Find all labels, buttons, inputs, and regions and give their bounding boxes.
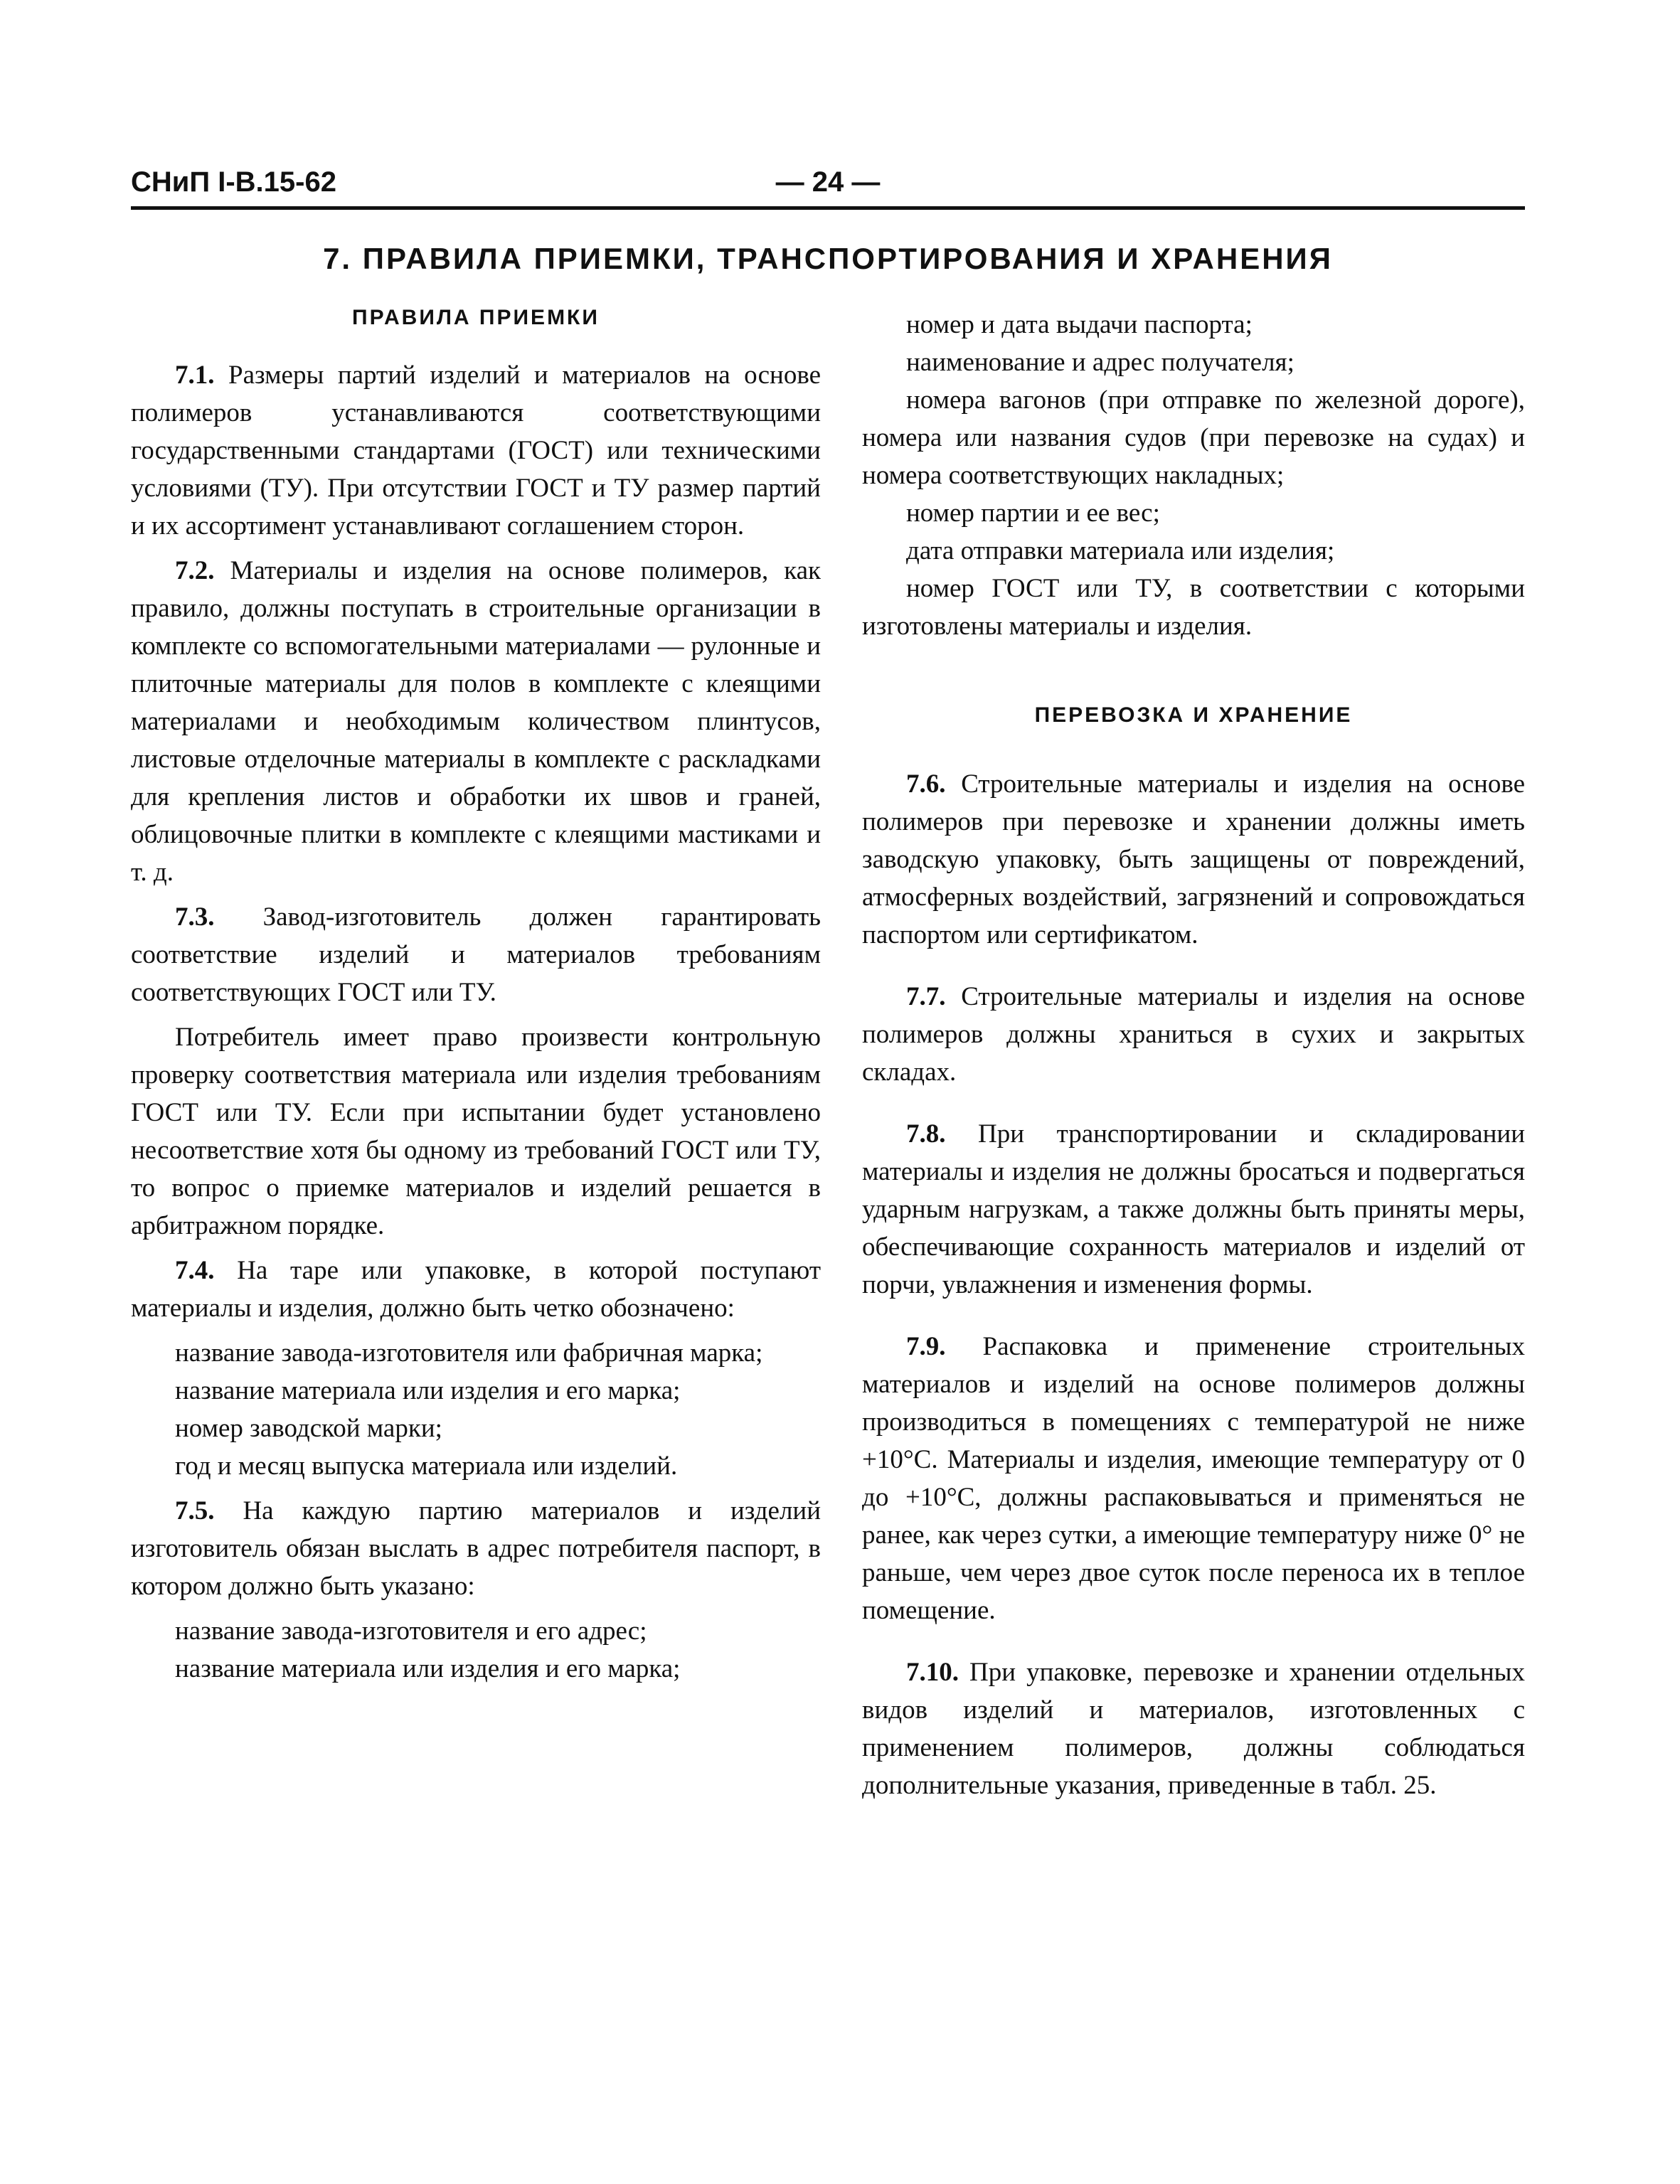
list-item: название материала или изделия и его марка; xyxy=(175,1654,681,1683)
paragraph-number: 7.8. xyxy=(906,1119,946,1149)
paragraph-7-3-continued: Потребитель имеет право произвести контрольную проверку соответствия материала или изделия требованиям ГОСТ или ТУ. Если при испытании будет установлено несоответствие хотя бы одному из требований ГОСТ или ТУ, то вопрос о приемке материалов и изделий решается в арбитражном порядке. xyxy=(131,1023,821,1240)
paragraph-7-7 xyxy=(862,978,1525,1091)
paragraph-7-4 xyxy=(131,1252,821,1327)
paragraph-number: 7.5. xyxy=(175,1496,215,1525)
paragraph-number: 7.1. xyxy=(175,361,215,390)
list-item: год и месяц выпуска материала или изделий. xyxy=(175,1451,678,1481)
list-item: название завода-изготовителя или фабричная марка; xyxy=(175,1338,763,1368)
list-item: дата отправки материала или изделия; xyxy=(906,536,1335,565)
paragraph-number: 7.6. xyxy=(906,769,946,799)
list-item: название материала или изделия и его марка; xyxy=(175,1376,681,1405)
paragraph-number: 7.4. xyxy=(175,1256,215,1285)
paragraph-text: Распаковка и применение строительных материалов и изделий на основе полимеров должны производиться в помещениях с температурой не ниже +10°С. Материалы и изделия, имеющие температуру от 0 до +10°С, должны распаковываться и применяться не ранее, как через сутки, а имеющие температуру ниже 0° не раньше, чем через двое суток после переноса их в теплое помещение. xyxy=(862,1332,1525,1625)
paragraph-text: При транспортировании и складировании материалы и изделия не должны бросаться и подвергаться ударным нагрузкам, а также должны быть приняты меры, обеспечивающие сохранность материалов и изделий от порчи, увлажнения и изменения формы. xyxy=(862,1119,1525,1299)
paragraph-text: Строительные материалы и изделия на основе полимеров при перевозке и хранении должны иметь заводскую упаковку, быть защищены от повреждений, атмосферных воздействий, загрязнений и сопровождаться паспортом или сертификатом. xyxy=(862,769,1526,949)
paragraph-text: На таре или упаковке, в которой поступают материалы и изделия, должно быть четко обозначено: xyxy=(131,1256,821,1323)
paragraph-text: Размеры партий изделий и материалов на основе полимеров устанавливаются соответствующими государственными стандартами (ГОСТ) или техническими условиями (ТУ). При отсутствии ГОСТ и ТУ размер партий и их ассортимент устанавливают соглашением сторон. xyxy=(131,361,821,540)
right-column xyxy=(862,306,1525,1811)
paragraph-7-10 xyxy=(862,1653,1525,1804)
section-title: 7. ПРАВИЛА ПРИЕМКИ, ТРАНСПОРТИРОВАНИЯ И ХРАНЕНИЯ xyxy=(323,242,1333,275)
paragraph-7-5 xyxy=(131,1492,821,1605)
list-item: название завода-изготовителя и его адрес; xyxy=(175,1616,647,1646)
paragraph-text: На каждую партию материалов и изделий изготовитель обязан выслать в адрес потребителя паспорт, в котором должно быть указано: xyxy=(131,1496,822,1601)
list-item: номер заводской марки; xyxy=(175,1414,442,1443)
subhead-transport-storage: ПЕРЕВОЗКА И ХРАНЕНИЕ xyxy=(1034,703,1353,727)
paragraph-number: 7.2. xyxy=(175,556,215,585)
paragraph-text: Материалы и изделия на основе полимеров, как правило, должны поступать в строительные организации в комплекте со вспомогательными материалами — рулонные и плиточные материалы для полов в комплекте с клеящими материалами и необходимым количеством плинтусов, листовые отделочные материалы в комплекте с раскладками для крепления листов и обработки их швов и граней, облицовочные плитки в комплекте с клеящими мастиками и т. д. xyxy=(131,556,822,887)
left-column xyxy=(131,299,821,1688)
paragraph-7-1 xyxy=(131,356,821,545)
paragraph-number: 7.9. xyxy=(906,1332,946,1361)
paragraph-7-2 xyxy=(131,552,821,891)
paragraph-7-6 xyxy=(862,765,1525,954)
paragraph-7-3 xyxy=(131,898,821,1011)
paragraph-text: Строительные материалы и изделия на основе полимеров должны храниться в сухих и закрытых складах. xyxy=(862,982,1526,1087)
running-header xyxy=(131,162,1525,208)
list-item: номер партии и ее вес; xyxy=(906,499,1160,528)
paragraph-7-8 xyxy=(862,1115,1525,1304)
paragraph-number: 7.7. xyxy=(906,982,946,1011)
header-rule xyxy=(131,206,1525,210)
page-number: — 24 — xyxy=(775,166,881,198)
paragraph-text: При упаковке, перевозке и хранении отдельных видов изделий и материалов, изготовленных с применением полимеров, должны соблюдаться дополнительные указания, приведенные в табл. 25. xyxy=(862,1658,1525,1800)
paragraph-number: 7.10. xyxy=(906,1658,959,1687)
list-item: номер и дата выдачи паспорта; xyxy=(906,310,1253,339)
list-item: номер ГОСТ или ТУ, в соответствии с которыми изготовлены материалы и изделия. xyxy=(862,574,1525,641)
paragraph-7-9 xyxy=(862,1328,1525,1629)
paragraph-number: 7.3. xyxy=(175,902,215,932)
list-item: номера вагонов (при отправке по железной дороге), номера или названия судов (при перевозке на судах) и номера соответствующих накладных; xyxy=(862,385,1525,490)
subhead-acceptance-rules: ПРАВИЛА ПРИЕМКИ xyxy=(352,306,600,329)
list-item: наименование и адрес получателя; xyxy=(906,348,1294,377)
document-code: СНиП I-B.15-62 xyxy=(131,166,336,198)
paragraph-text: Завод-изготовитель должен гарантировать соответствие изделий и материалов требованиям соответствующих ГОСТ или ТУ. xyxy=(131,902,821,1007)
